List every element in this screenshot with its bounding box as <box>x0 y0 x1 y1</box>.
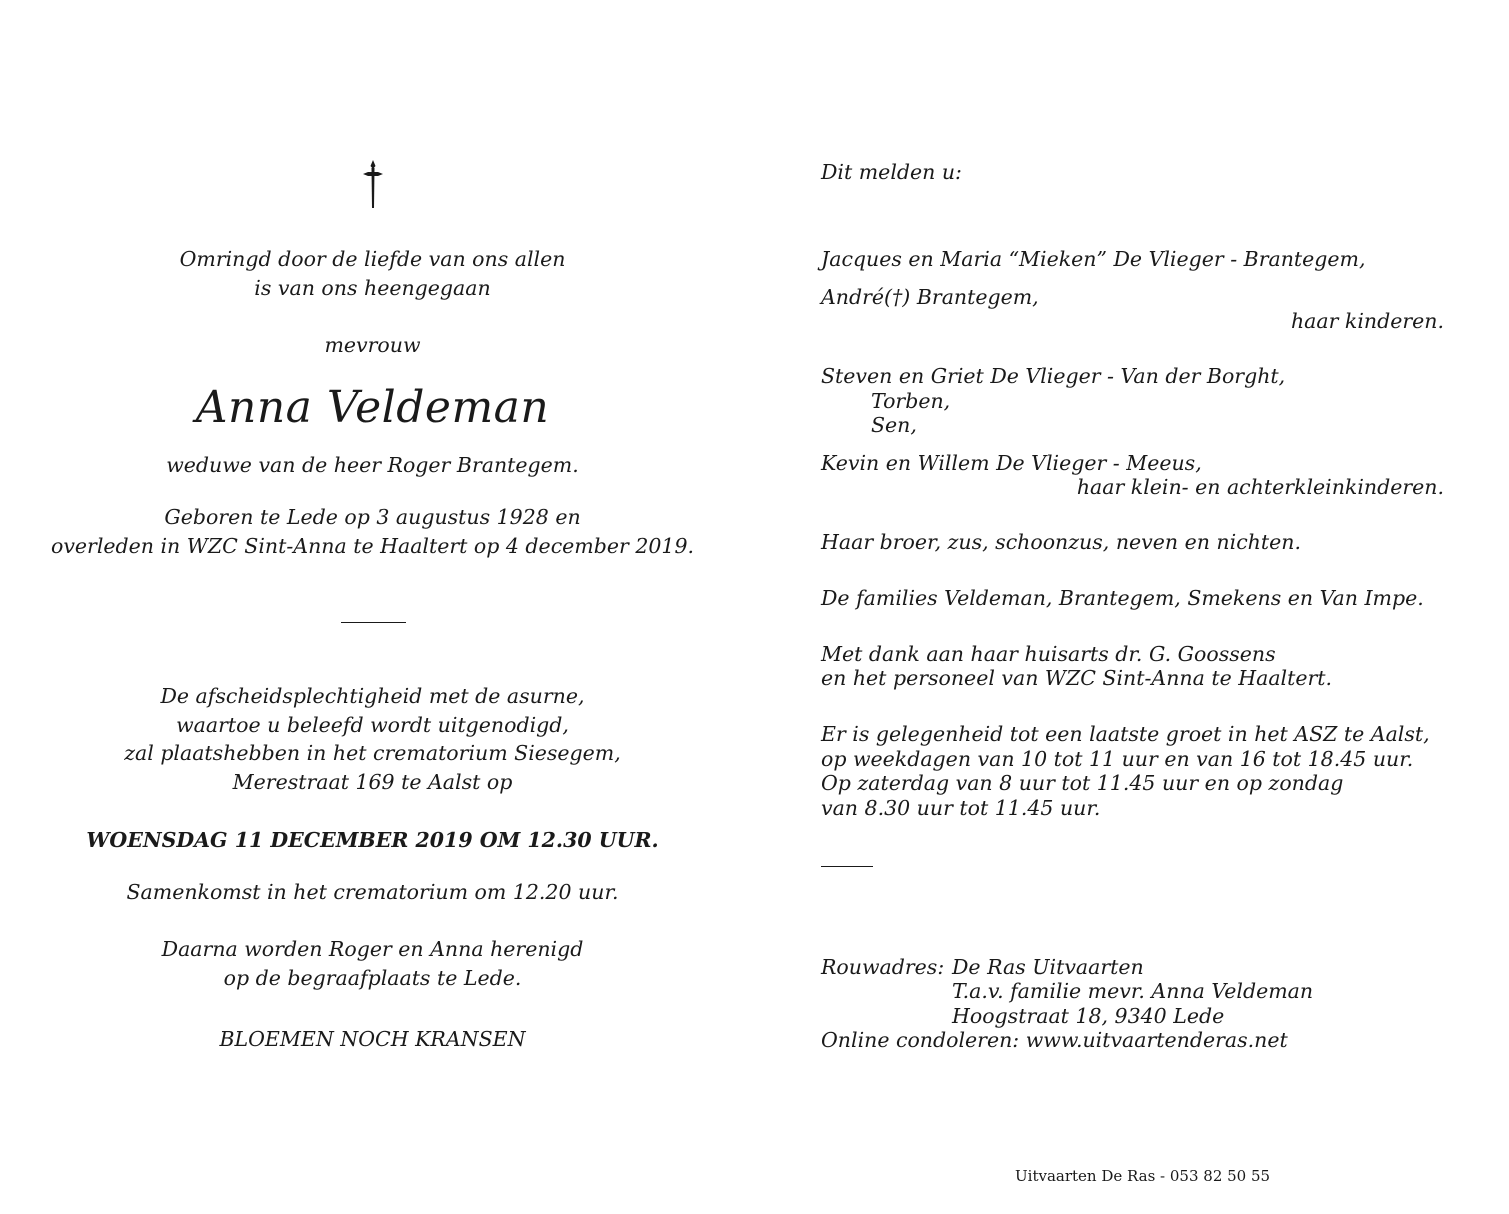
grandchildren-label: haar klein- en achterkleinkinderen. <box>1076 475 1444 499</box>
children-line-2: André(†) Brantegem, <box>821 285 1039 309</box>
born-line-1: Geboren te Lede op 3 augustus 1928 en <box>164 505 581 529</box>
ceremony-line-1: De afscheidsplechtigheid met de asurne, <box>160 684 585 708</box>
divider-left <box>341 622 406 623</box>
intro-line-1: Omringd door de liefde van ons allen <box>179 247 566 271</box>
children-line-1: Jacques en Maria “Mieken” De Vlieger - Brantegem, <box>821 247 1366 271</box>
ceremony-line-2: waartoe u beleefd wordt uitgenodigd, <box>176 713 569 737</box>
address-block-line-1 <box>821 955 1144 979</box>
born-line-2: overleden in WZC Sint-Anna te Haaltert op 4 december 2019. <box>50 534 695 558</box>
announce-line: Dit melden u: <box>821 160 962 184</box>
divider-right <box>821 866 873 867</box>
online-condolence-line <box>821 1028 1288 1052</box>
address-label: Rouwadres: <box>821 955 945 979</box>
ceremony-line-3: zal plaatshebben in het crematorium Siesegem, <box>124 741 621 765</box>
ceremony-date: WOENSDAG 11 DECEMBER 2019 OM 12.30 UUR. <box>86 828 659 852</box>
visit-line-3: Op zaterdag van 8 uur tot 11.45 uur en op zondag <box>821 771 1344 795</box>
widow-line: weduwe van de heer Roger Brantegem. <box>166 453 579 477</box>
grandchildren-line-2: Torben, <box>871 389 951 413</box>
intro-line-2: is van ons heengegaan <box>254 276 491 300</box>
ceremony-line-4: Merestraat 169 te Aalst op <box>232 770 513 794</box>
online-url[interactable]: www.uitvaartenderas.net <box>1025 1028 1288 1052</box>
grandchildren-line-4: Kevin en Willem De Vlieger - Meeus, <box>821 451 1202 475</box>
visit-line-1: Er is gelegenheid tot een laatste groet in het ASZ te Aalst, <box>821 722 1430 746</box>
families-line: De families Veldeman, Brantegem, Smekens en Van Impe. <box>821 586 1424 610</box>
grandchildren-line-1: Steven en Griet De Vlieger - Van der Borght, <box>821 364 1286 388</box>
address-line-1: De Ras Uitvaarten <box>952 955 1144 979</box>
gathering-line: Samenkomst in het crematorium om 12.20 uur. <box>126 880 619 904</box>
cross-icon <box>355 158 391 215</box>
after-line-2: op de begraafplaats te Lede. <box>223 966 522 990</box>
children-label: haar kinderen. <box>1290 309 1444 333</box>
siblings-line: Haar broer, zus, schoonzus, neven en nichten. <box>821 530 1301 554</box>
online-label: Online condoleren: <box>821 1028 1020 1052</box>
grandchildren-line-3: Sen, <box>871 413 917 437</box>
thanks-line-2: en het personeel van WZC Sint-Anna te Haaltert. <box>821 666 1333 690</box>
address-line-2: T.a.v. familie mevr. Anna Veldeman <box>952 979 1314 1003</box>
address-line-3: Hoogstraat 18, 9340 Lede <box>952 1004 1225 1028</box>
footer-credit: Uitvaarten De Ras - 053 82 50 55 <box>1015 1167 1271 1185</box>
honorific: mevrouw <box>324 333 421 357</box>
visit-line-4: van 8.30 uur tot 11.45 uur. <box>821 796 1101 820</box>
thanks-line-1: Met dank aan haar huisarts dr. G. Goossens <box>821 642 1276 666</box>
deceased-name: Anna Veldeman <box>195 382 550 433</box>
after-line-1: Daarna worden Roger en Anna herenigd <box>161 937 584 961</box>
flowers-note: BLOEMEN NOCH KRANSEN <box>219 1027 526 1051</box>
visit-line-2: op weekdagen van 10 tot 11 uur en van 16 tot 18.45 uur. <box>821 747 1414 771</box>
